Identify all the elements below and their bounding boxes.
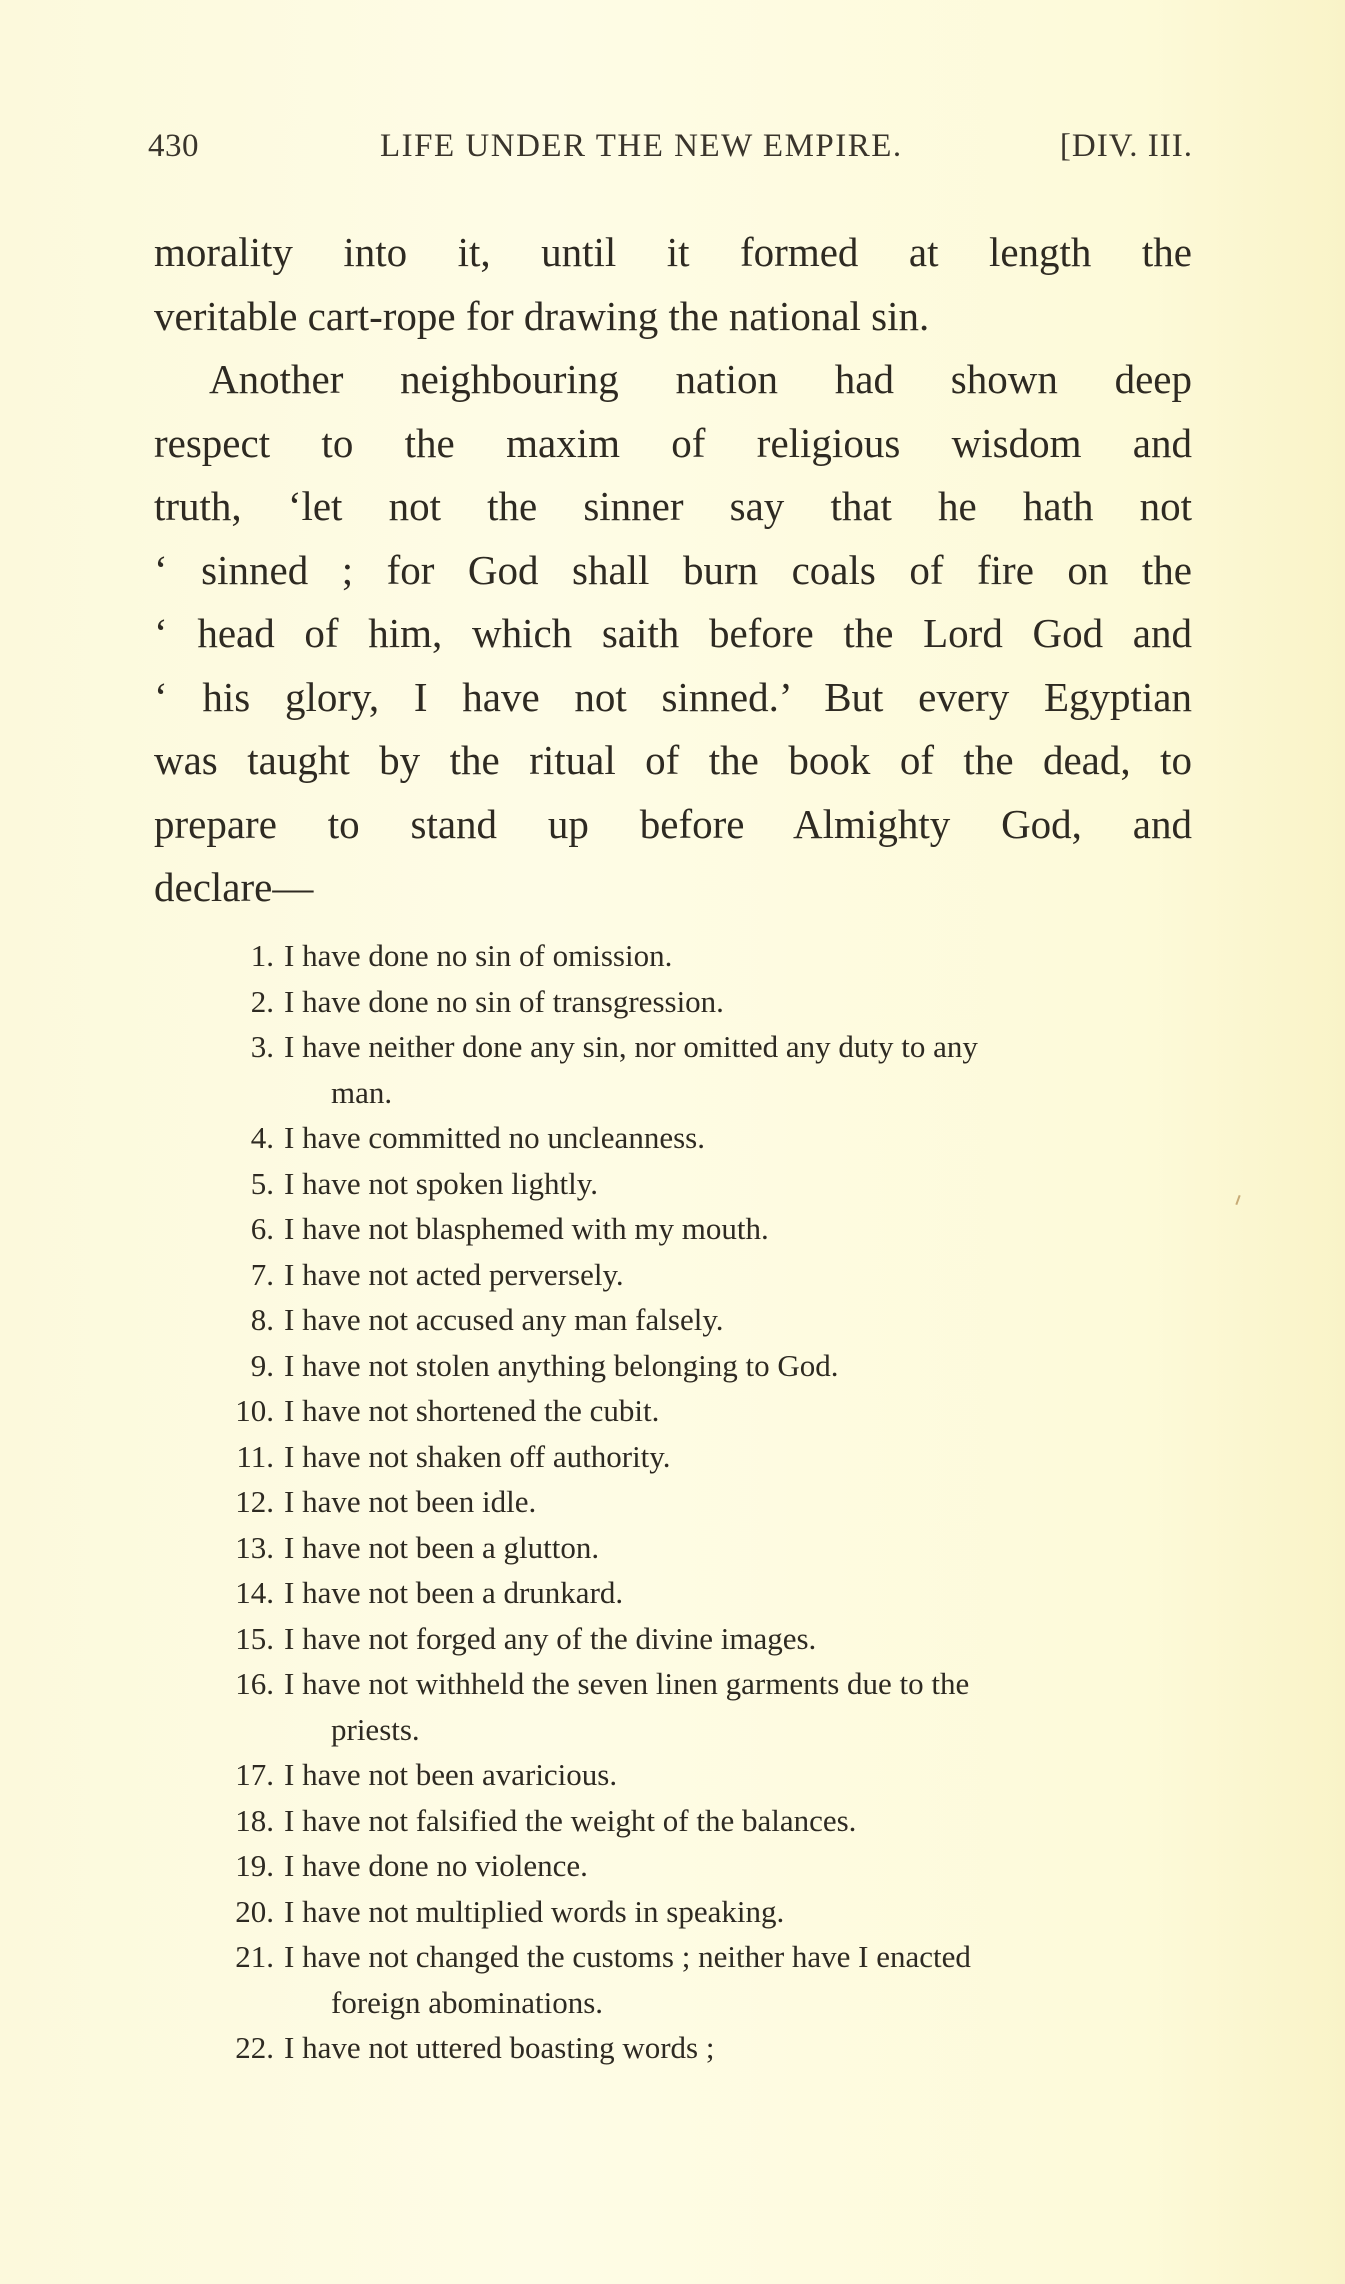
item-text: I have not forged any of the divine images. (284, 1620, 817, 1656)
body-line: veritable cart-rope for drawing the national sin. (154, 292, 930, 339)
item-number: 6. (250, 1211, 274, 1246)
list-item (200, 1843, 1200, 1889)
body-line: respect to the maxim of religious wisdom and (154, 419, 1192, 466)
body-line: ‘ his glory, I have not sinned.’ But every Egyptian (154, 673, 1192, 720)
body-line: declare— (154, 864, 314, 910)
body-line: prepare to stand up before Almighty God, and (154, 800, 1192, 847)
item-text: I have not been a drunkard. (284, 1575, 624, 1610)
list-item (200, 1616, 1200, 1662)
item-number: 11. (236, 1438, 274, 1474)
list-item (200, 1024, 1200, 1115)
list-item (200, 1252, 1200, 1298)
item-text: I have not stolen anything belonging to God. (284, 1347, 839, 1383)
item-text: I have not changed the customs ; neither have I enacted (284, 1939, 971, 1974)
item-continuation: priests. (331, 1711, 420, 1747)
item-number: 22. (235, 2030, 274, 2065)
item-text: I have not spoken lightly. (284, 1165, 598, 1201)
item-number: 12. (235, 1484, 274, 1519)
item-text: I have not accused any man falsely. (284, 1302, 724, 1337)
item-number: 20. (235, 1893, 274, 1929)
item-number: 10. (235, 1393, 274, 1428)
body-line: was taught by the ritual of the book of the dead, to (154, 737, 1192, 783)
list-item (200, 1297, 1200, 1343)
item-text: I have not withheld the seven linen garments due to the (284, 1666, 970, 1701)
running-head-title: LIFE UNDER THE NEW EMPIRE. (380, 128, 903, 164)
item-number: 15. (235, 1620, 274, 1656)
division-label: [DIV. III. (1059, 128, 1193, 164)
item-text: I have not falsified the weight of the balances. (284, 1802, 857, 1838)
item-text: I have not been a glutton. (284, 1529, 600, 1565)
item-number: 7. (250, 1256, 274, 1292)
item-text: I have not shortened the cubit. (284, 1393, 660, 1428)
item-number: 18. (235, 1802, 274, 1838)
item-number: 9. (250, 1347, 274, 1383)
item-text: I have not been idle. (284, 1484, 537, 1519)
running-head (148, 128, 1193, 178)
item-continuation: foreign abominations. (331, 1984, 604, 2020)
list-item (200, 1115, 1200, 1161)
list-item (200, 1525, 1200, 1571)
body-line: Another neighbouring nation had shown deep (209, 356, 1192, 402)
body-line: truth, ‘let not the sinner say that he hath not (154, 483, 1192, 529)
body-line: ‘ sinned ; for God shall burn coals of fire on the (154, 546, 1192, 593)
item-text: I have done no violence. (284, 1848, 588, 1883)
item-text: I have done no sin of omission. (284, 938, 673, 973)
item-text: I have not multiplied words in speaking. (284, 1893, 785, 1929)
list-item (200, 1889, 1200, 1935)
list-item (200, 933, 1200, 979)
item-number: 17. (235, 1757, 274, 1792)
paper-speck (1235, 1195, 1240, 1205)
list-item (200, 979, 1200, 1025)
item-text: I have not blasphemed with my mouth. (284, 1211, 769, 1246)
item-text: I have neither done any sin, nor omitted any duty to any (284, 1029, 978, 1064)
item-text: I have committed no uncleanness. (284, 1120, 705, 1155)
item-number: 8. (250, 1302, 274, 1337)
body-line: ‘ head of him, which saith before the Lord God and (154, 610, 1192, 656)
list-item (200, 1752, 1200, 1798)
item-number: 5. (250, 1165, 274, 1201)
page-number: 430 (148, 128, 199, 164)
item-number: 13. (235, 1529, 274, 1565)
item-number: 2. (250, 983, 274, 1019)
item-text: I have done no sin of transgression. (284, 983, 724, 1019)
item-number: 3. (250, 1029, 274, 1064)
item-number: 16. (235, 1666, 274, 1701)
item-number: 14. (235, 1575, 274, 1610)
item-text: I have not shaken off authority. (284, 1438, 671, 1474)
item-text: I have not acted perversely. (284, 1256, 624, 1292)
item-continuation: man. (331, 1074, 393, 1110)
body-paragraphs (154, 221, 1192, 920)
item-number: 4. (250, 1120, 274, 1155)
list-item (200, 1798, 1200, 1844)
item-number: 1. (250, 938, 274, 973)
body-line: morality into it, until it formed at length the (154, 229, 1192, 275)
list-item (200, 2025, 1200, 2071)
list-item (200, 1161, 1200, 1207)
list-item (200, 1343, 1200, 1389)
list-item (200, 1434, 1200, 1480)
list-item (200, 1388, 1200, 1434)
item-text: I have not uttered boasting words ; (284, 2030, 715, 2065)
list-item (200, 1206, 1200, 1252)
item-number: 19. (235, 1848, 274, 1883)
item-text: I have not been avaricious. (284, 1757, 618, 1792)
declarations-list (200, 933, 1200, 2071)
list-item (200, 1570, 1200, 1616)
list-item (200, 1479, 1200, 1525)
item-number: 21. (235, 1939, 274, 1974)
list-item (200, 1661, 1200, 1752)
list-item (200, 1934, 1200, 2025)
